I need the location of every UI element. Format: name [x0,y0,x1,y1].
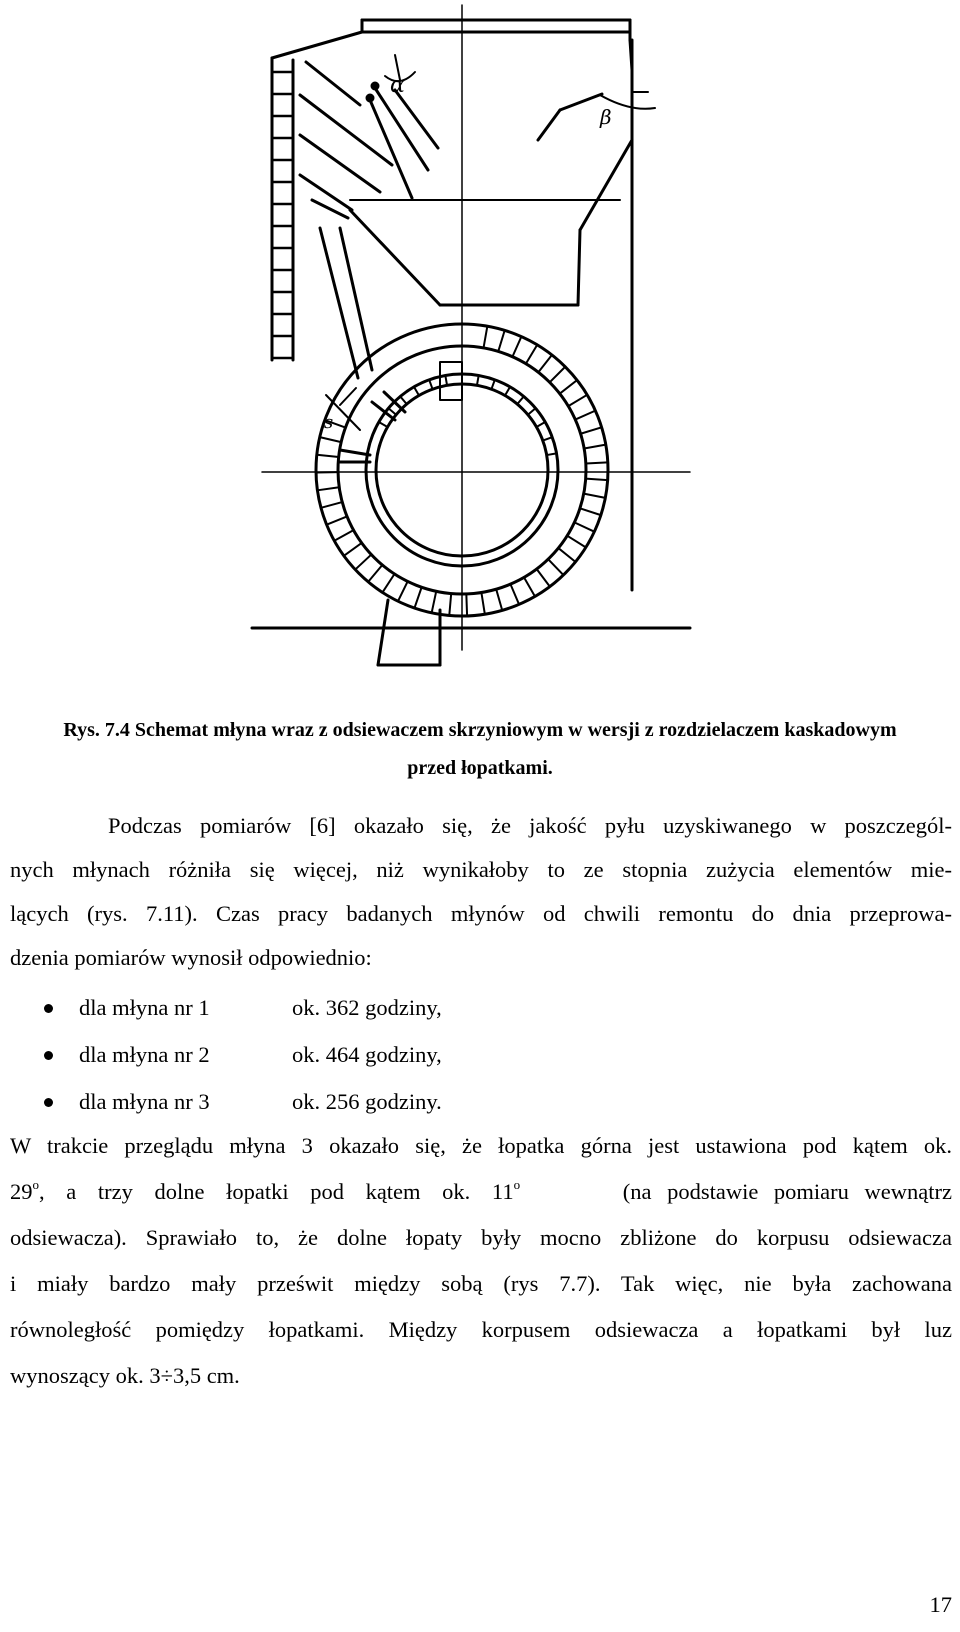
bullet-label: dla młyna nr 1 [79,995,210,1020]
degree-sup-1: o [32,1176,39,1192]
paragraph-1-line-1: Podczas pomiarów [6] okazało się, że jakość pyłu uzyskiwanego w poszczegól- [108,813,952,838]
angle-beta-label: β [600,105,612,129]
gap-s-label: s [324,412,334,433]
paragraph-1-line-4: dzenia pomiarów wynosił odpowiednio: [10,945,372,970]
angle-value-29: 29 [10,1179,33,1204]
bullet-dot-icon [44,1004,53,1013]
bullet-label: dla młyna nr 2 [79,1042,210,1067]
paragraph-1-line-2: nych młynach różniła się więcej, niż wynikałoby to ze stopnia zużycia elementów mie- [10,857,952,882]
bullet-dot-icon [44,1098,53,1107]
mill-separator-schematic [248,0,704,700]
paragraph-2-line-3: odsiewacza). Sprawiało to, że dolne łopaty były mocno zbliżone do korpusu odsiewacza [10,1225,952,1250]
bullet-dot-icon [44,1051,53,1060]
page-number: 17 [929,1592,952,1617]
angle-alpha-label: α [390,73,405,98]
bullet-value: ok. 362 godziny, [292,995,442,1020]
degree-sup-2: o [513,1176,521,1192]
paragraph-2-line-2-end: (na podstawie pomiaru wewnątrz [622,1179,952,1204]
bullet-value: ok. 256 godziny. [292,1089,442,1114]
bullet-value: ok. 464 godziny, [292,1042,442,1067]
paragraph-2-line-2-mid: , a trzy dolne łopatki pod kątem ok. 11 [39,1179,514,1204]
paragraph-2-line-4: i miały bardzo mały prześwit między sobą (rys 7.7). Tak więc, nie była zachowana [10,1271,952,1296]
paragraph-2-line-2 [10,1178,952,1206]
paragraph-2-line-5: równoległość pomiędzy łopatkami. Między korpusem odsiewacza a łopatkami był luz [10,1317,952,1342]
caption-line-1: Rys. 7.4 Schemat młyna wraz z odsiewaczem skrzyniowym w wersji z rozdzielaczem kaskadowym [63,719,897,741]
caption-line-2: przed łopatkami. [407,757,553,779]
bullet-label: dla młyna nr 3 [79,1089,210,1114]
paragraph-1-line-3: lących (rys. 7.11). Czas pracy badanych młynów od chwili remontu do dnia przeprowa- [10,901,952,926]
paragraph-2-line-1: W trakcie przeglądu młyna 3 okazało się, że łopatka górna jest ustawiona pod kątem ok. [10,1133,952,1158]
paragraph-2-line-6: wynoszący ok. 3÷3,5 cm. [10,1363,240,1388]
